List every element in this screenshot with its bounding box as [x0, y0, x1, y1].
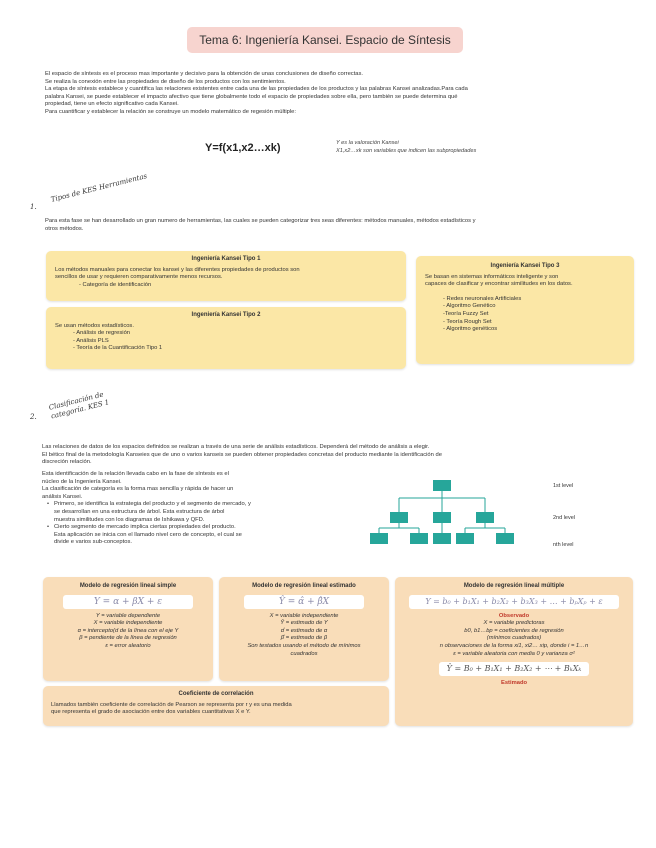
card-line: X = variable independiente — [93, 620, 163, 627]
list-item: - Teoría Rough Set — [443, 318, 492, 325]
card-regresion-multiple — [395, 577, 633, 726]
card-regresion-simple — [43, 577, 213, 681]
card-line: Son testados usando el método de mínimos — [247, 642, 361, 649]
card-line: Se usan métodos estadísticos. — [55, 322, 134, 329]
intro-line: Se realiza la conexión entre las propiedades de diseño de los productos con los sentimientos. — [45, 78, 286, 85]
formula-note: Y es la valoración Kansei — [336, 140, 399, 146]
intro-line: El espacio de síntesis es el proceso mas importante y decisivo para la obtención de unas conclusiones de diseño correctas. — [45, 71, 364, 77]
card-line: n observaciones de la forma xi1, xi2… xip, donde i = 1…n — [439, 642, 589, 649]
intro-line: Para cuantificar y establecer la relación se construye un modelo matemático de regesión múltiple: — [45, 108, 297, 115]
list-item: -Teoría Fuzzy Set — [443, 310, 489, 317]
section1-heading: Tipos de KES Herramientas — [50, 172, 148, 204]
section2-line: discreción relación. — [42, 459, 92, 466]
card-title: Ingeniería Kansei Tipo 1 — [191, 256, 261, 262]
intro-line: propiedad, tiene un efecto significativo cada Kansei. — [45, 101, 179, 108]
formula-note: X1,x2…xk son variables que indicen las subpropiedades — [336, 148, 477, 154]
card-title: Modelo de regresión lineal simple — [79, 583, 177, 589]
section2-intro — [42, 444, 634, 467]
intro-paragraph — [45, 71, 625, 117]
section2-number: 2. — [30, 413, 37, 421]
card-title: Modelo de regresión lineal estimado — [252, 583, 356, 589]
bullet-item: • Cierto segmento de mercado implica ciertas propiedades del producto. Esta aplicación se inicia con el llamado nivel cero de concepto, el cual se divide e varios sub-conceptos. — [46, 524, 242, 546]
bullet-line: divide e varios sub-conceptos. — [54, 539, 132, 546]
card-line: Llamados también coeficiente de correlación de Pearson se representa por r y es una medida — [51, 701, 292, 708]
card-line: α̂ = estimado de α — [280, 627, 328, 634]
card-line: Los métodos manuales para conectar los kansei y las diferentes propiedades de productos son — [55, 266, 300, 273]
card-line: ε = error aleatorio — [105, 642, 151, 649]
card-line: Se basan en sistemas informáticos inteligente y son — [425, 273, 559, 280]
intro-line: La etapa de síntesis establece y cuantifica las relaciones existentes entre cada una de las propiedades de los productos y las palabras Kansei analizadas.Para cada — [45, 86, 468, 93]
section1-line: otros métodos. — [45, 225, 84, 232]
card-line: X = variable independiente — [269, 612, 339, 619]
tree-node — [476, 512, 494, 523]
tree-level-label: 2nd level — [553, 515, 576, 521]
section2-line: La clasificación de categoría es la forma mas sencilla y rápida de hacer un — [42, 486, 234, 493]
tree-connectors — [355, 470, 555, 580]
card-title: Ingeniería Kansei Tipo 3 — [490, 263, 560, 269]
card-line: β̂ = estimado de β — [280, 635, 328, 642]
section1-line: Para esta fase se han desarrollado un gran numero de herramientas, las cuales se pueden categorizar tres seas diferentes: métodos manuales, métodos estadísticos y — [45, 218, 476, 224]
formula-notes — [336, 139, 476, 155]
estimated-label: Estimado — [500, 680, 528, 687]
formula-box: Ŷ = α̂ + β̂X — [244, 595, 364, 609]
tree-node — [390, 512, 408, 523]
card-regresion-estimado — [219, 577, 389, 681]
tree-node — [433, 480, 451, 491]
card-line: capaces de clasificar y encontrar similitudes en los datos. — [425, 281, 573, 288]
card-line: cuadrados — [290, 650, 318, 657]
bullet-line: Cierto segmento de mercado implica ciertas propiedades del producto. — [54, 524, 236, 531]
bullet-line: muestra similitudes con los diagramas de Ishikawa y QFD. — [54, 516, 205, 523]
list-item: - Teoría de la Cuantificación Tipo 1 — [73, 345, 163, 352]
list-item: - Análisis PLS — [73, 337, 109, 344]
section2-line: Esta identificación de la relación llevada cabo en la fase de síntesis es el — [42, 471, 229, 477]
formula-box: Y = α + βX + ε — [63, 595, 193, 609]
bullet-item: • Primero, se identifica la estrategia del producto y el segmento de mercado, y se desarrollan en una estructura de árbol. Esta estructura de árbol muestra similitudes con los diagramas de Ishikawa y QFD. — [46, 501, 251, 523]
card-line: (mínimos cuadrados) — [486, 635, 542, 642]
card-line: Y = variable dependiente — [95, 612, 161, 619]
list-item: - Algoritmo genéticos — [443, 326, 498, 333]
bullet-line: se desarrollan en una estructura de árbol. Esta estructura de árbol — [54, 508, 225, 515]
card-line: b0, b1…bp = coeficientes de regresión — [464, 627, 564, 634]
section2-line: núcleo de la Ingeniería Kansei. — [42, 478, 122, 485]
card-line: que representa el grado de asociación entre dos variables cuantitativas X e Y. — [51, 709, 251, 716]
section2-line: análisis Kansei. — [42, 493, 83, 500]
tree-diagram — [355, 470, 615, 580]
tree-node — [456, 533, 474, 544]
section1-number: 1. — [30, 203, 37, 211]
tree-level-label: 1st level — [553, 483, 574, 489]
card-kansei-tipo1 — [46, 251, 406, 301]
card-line: sencillos de usar y requieren comparativamente menos recursos. — [55, 274, 223, 281]
list-item: - Redes neuronales Artificiales — [443, 295, 522, 302]
tree-node — [370, 533, 388, 544]
section1-paragraph — [45, 218, 635, 233]
bullet-line: Primero, se identifica la estrategia del producto y el segmento de mercado, y — [54, 501, 251, 508]
card-title: Modelo de regresión lineal múltiple — [463, 583, 565, 589]
section2-left-text — [42, 471, 342, 547]
bullet-line: Esta aplicación se inicia con el llamado nivel cero de concepto, el cual se — [54, 531, 242, 538]
tree-node — [433, 512, 451, 523]
card-correlacion — [43, 686, 389, 726]
section2-line: Las relaciones de datos de los espacios definidos se realizan a través de una serie de análisis estadísticos. Dependerá del método de análisis a elegir. — [42, 444, 430, 450]
list-item: - Análisis de regresión — [73, 330, 131, 337]
card-title: Ingeniería Kansei Tipo 2 — [191, 312, 261, 318]
tree-node — [433, 533, 451, 544]
tree-level-label: nth level — [553, 542, 574, 548]
card-kansei-tipo3 — [416, 256, 634, 364]
list-item: - Algoritmo Genético — [443, 303, 496, 310]
card-kansei-tipo2 — [46, 307, 406, 369]
tree-node — [410, 533, 428, 544]
main-formula: Y=f(x1,x2…xk) — [205, 142, 281, 154]
card-line: β = pendiente de la línea de regresión — [79, 635, 177, 642]
card-line: ε = variable aleatoria con media 0 y varianza σ² — [453, 650, 575, 657]
section2-line: El bético final de la metodología Kanseies que de uno o varios kanseis se pueden obtener propiedades concretas del producto mediante la identificación de — [42, 451, 442, 458]
list-item: - Categoría de identificación — [79, 281, 152, 288]
formula-box: Ŷ = B₀ + B₁X₁ + B₂X₂ + ⋯ + BₖXₖ — [439, 662, 589, 676]
intro-line: palabra Kansei, se puede establecer el impacto afectivo que tiene globalmente todo el espacio de propiedades sobre ella, pero también se puede determina qué — [45, 93, 458, 100]
page-title: Tema 6: Ingeniería Kansei. Espacio de Síntesis — [187, 27, 463, 53]
card-line: α = intercepto(d de la línea con el eje Y — [77, 627, 179, 634]
observed-label: Observado — [498, 612, 530, 619]
card-line: X = variable predictoras — [483, 620, 545, 627]
formula-box: Y = b₀ + b₁X₁ + b₂X₂ + b₃X₃ + … + bₚXₚ + ε — [409, 595, 619, 609]
card-title: Coeficiente de correlación — [178, 691, 254, 697]
card-line: Ŷ = estimado de Y — [280, 620, 328, 627]
tree-node — [496, 533, 514, 544]
section2-heading: Clasificación de categoría. KES 1 — [48, 390, 111, 421]
